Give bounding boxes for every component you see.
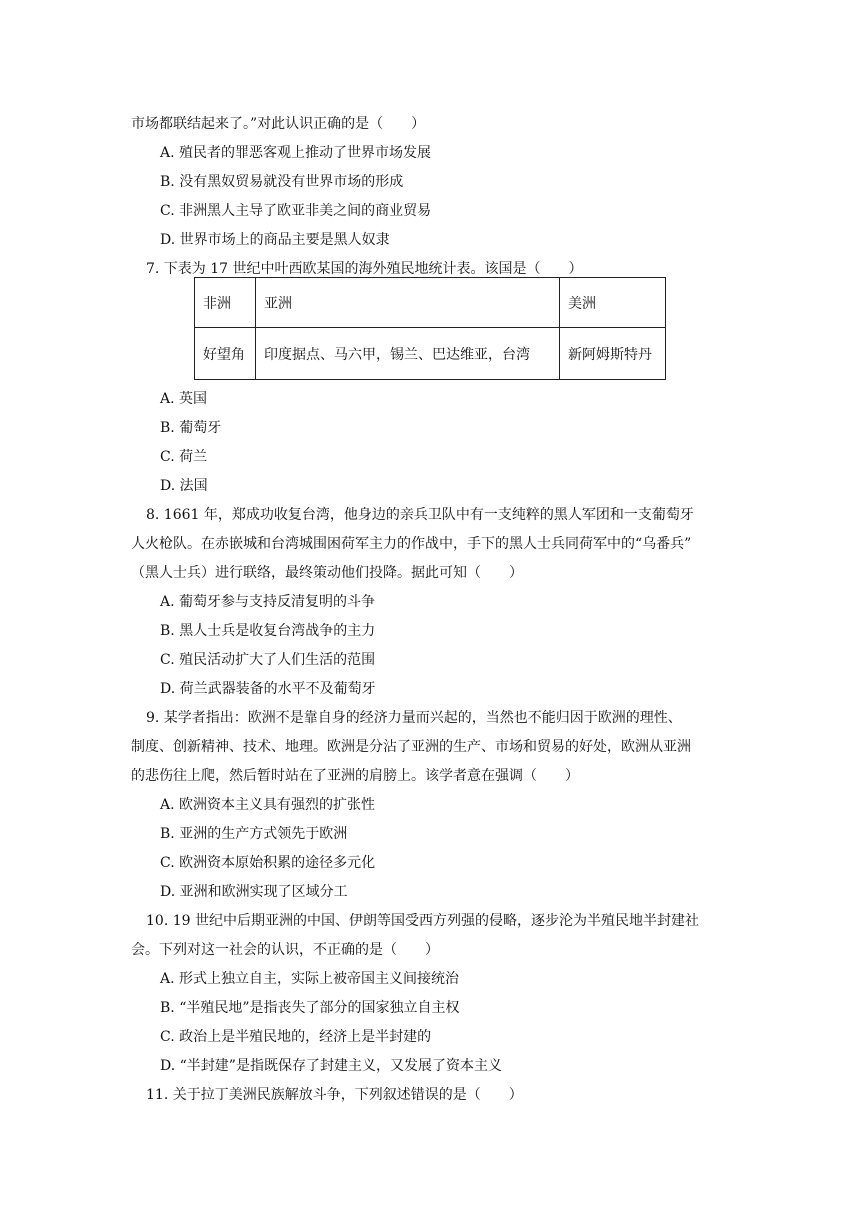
table-header-asia: 亚洲 [256,278,560,328]
q7-stem: 7. 下表为 17 世纪中叶西欧某国的海外殖民地统计表。该国是（ ） [146,261,583,277]
q10-option-d: D. “半封建”是指既保存了封建主义，又发展了资本主义 [160,1058,502,1074]
table-header-america: 美洲 [560,278,666,328]
q7-option-d: D. 法国 [160,478,208,494]
table-cell-america: 新阿姆斯特丹 [560,328,666,380]
table-cell-africa: 好望角 [195,328,256,380]
table-header-row [195,278,666,328]
q8-option-c: C. 殖民活动扩大了人们生活的范围 [160,652,376,668]
q6-option-a: A. 殖民者的罪恶客观上推动了世界市场发展 [160,145,432,161]
q8-stem-line-1: 8. 1661 年，郑成功收复台湾，他身边的亲兵卫队中有一支纯粹的黑人军团和一支葡萄牙 [146,507,694,523]
q8-option-d: D. 荷兰武器装备的水平不及葡萄牙 [160,681,376,697]
q7-option-c: C. 荷兰 [160,449,208,465]
q10-stem-line-1: 10. 19 世纪中后期亚洲的中国、伊朗等国受西方列强的侵略，逐步沦为半殖民地半封建社 [146,913,699,929]
q10-option-b: B. “半殖民地”是指丧失了部分的国家独立自主权 [160,1000,460,1016]
q10-stem-line-2: 会。下列对这一社会的认识，不正确的是（ ） [131,942,439,958]
q11-stem: 11. 关于拉丁美洲民族解放斗争，下列叙述错误的是（ ） [146,1087,523,1103]
q7-option-b: B. 葡萄牙 [160,420,222,436]
q6-option-b: B. 没有黑奴贸易就没有世界市场的形成 [160,174,404,190]
colony-table [194,277,666,380]
q9-stem-line-2: 制度、创新精神、技术、地理。欧洲是分沾了亚洲的生产、市场和贸易的好处，欧洲从亚洲 [131,739,691,755]
q9-option-b: B. 亚洲的生产方式领先于欧洲 [160,826,348,842]
table-row [195,328,666,380]
table-header-africa: 非洲 [195,278,256,328]
q10-option-a: A. 形式上独立自主，实际上被帝国主义间接统治 [160,971,460,987]
q8-option-b: B. 黑人士兵是收复台湾战争的主力 [160,623,376,639]
q9-option-d: D. 亚洲和欧洲实现了区域分工 [160,884,348,900]
q8-option-a: A. 葡萄牙参与支持反清复明的斗争 [160,594,376,610]
q9-stem-line-1: 9. 某学者指出：欧洲不是靠自身的经济力量而兴起的，当然也不能归因于欧洲的理性、 [146,710,682,726]
q6-option-d: D. 世界市场上的商品主要是黑人奴隶 [160,232,390,248]
q6-stem: 市场都联结起来了。”对此认识正确的是（ ） [131,116,426,132]
q9-option-a: A. 欧洲资本主义具有强烈的扩张性 [160,797,376,813]
q8-stem-line-3: （黑人士兵）进行联络，最终策动他们投降。据此可知（ ） [131,565,523,581]
q6-option-c: C. 非洲黑人主导了欧亚非美之间的商业贸易 [160,203,432,219]
q8-stem-line-2: 人火枪队。在赤嵌城和台湾城围困荷军主力的作战中，手下的黑人士兵同荷军中的“乌番兵” [131,536,692,552]
q9-option-c: C. 欧洲资本原始积累的途径多元化 [160,855,376,871]
q9-stem-line-3: 的悲伤往上爬，然后暂时站在了亚洲的肩膀上。该学者意在强调（ ） [131,768,579,784]
q7-option-a: A. 英国 [160,391,208,407]
table-cell-asia: 印度据点、马六甲，锡兰、巴达维亚，台湾 [256,328,560,380]
q10-option-c: C. 政治上是半殖民地的，经济上是半封建的 [160,1029,432,1045]
